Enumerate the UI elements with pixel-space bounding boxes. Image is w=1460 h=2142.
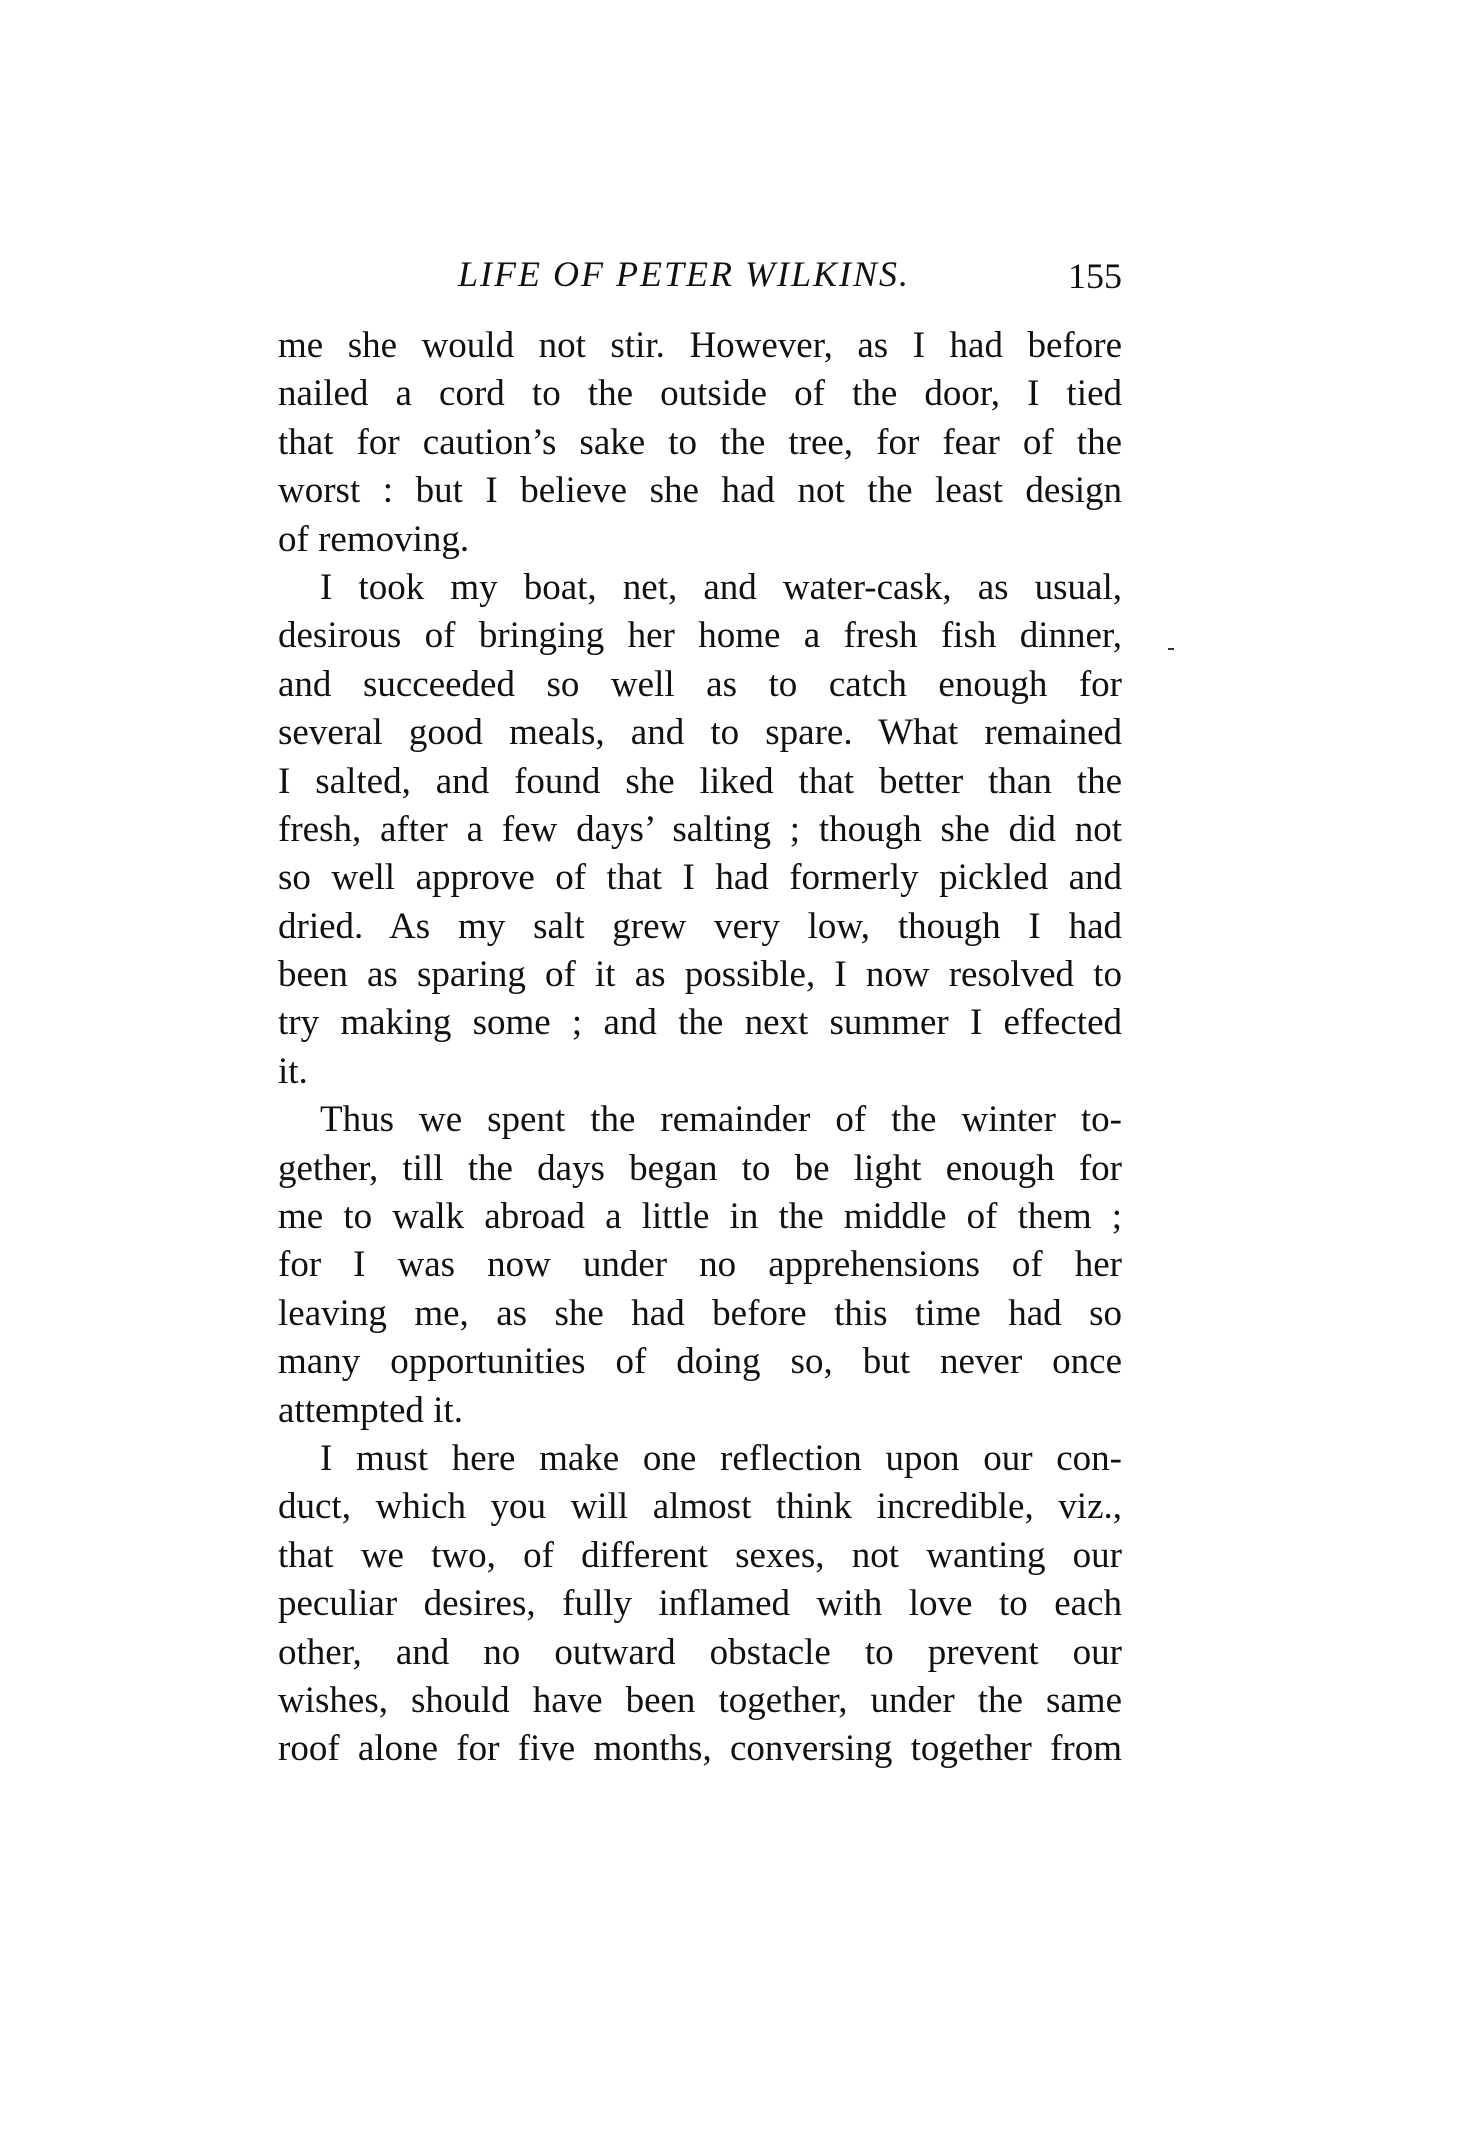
text-line: roof alone for five months, conversing together from bbox=[278, 1728, 1122, 1770]
text-line: been as sparing of it as possible, I now resolved to bbox=[278, 954, 1122, 996]
text-line: other, and no outward obstacle to prevent our bbox=[278, 1631, 1122, 1673]
margin-mark bbox=[1168, 648, 1174, 650]
text-line: so well approve of that I had formerly pickled and bbox=[278, 857, 1122, 899]
paragraph-end-line: attempted it. bbox=[278, 1389, 463, 1431]
text-line: wishes, should have been together, under the same bbox=[278, 1679, 1122, 1721]
text-line: peculiar desires, fully inflamed with love to each bbox=[278, 1583, 1122, 1625]
text-line: me to walk abroad a little in the middle of them ; bbox=[278, 1196, 1122, 1238]
text-line: and succeeded so well as to catch enough for bbox=[278, 663, 1122, 705]
page-number: 155 bbox=[1068, 256, 1122, 296]
text-line: desirous of bringing her home a fresh fish dinner, bbox=[278, 615, 1122, 657]
body-text bbox=[278, 322, 1122, 1774]
text-line: try making some ; and the next summer I effected bbox=[278, 1002, 1122, 1044]
running-head bbox=[278, 248, 1122, 300]
text-line: worst : but I believe she had not the least design bbox=[278, 470, 1122, 512]
text-line: for I was now under no apprehensions of her bbox=[278, 1244, 1122, 1286]
text-line: gether, till the days began to be light enough for bbox=[278, 1147, 1122, 1189]
paragraph-end-line: it. bbox=[278, 1050, 308, 1092]
paragraph-start-line: Thus we spent the remainder of the winter to- bbox=[320, 1099, 1122, 1141]
text-line: that we two, of different sexes, not wanting our bbox=[278, 1534, 1122, 1576]
text-line: that for caution’s sake to the tree, for fear of the bbox=[278, 421, 1122, 463]
text-line: dried. As my salt grew very low, though I had bbox=[278, 905, 1122, 947]
paragraph-start-line: I must here make one reflection upon our con- bbox=[320, 1437, 1122, 1479]
text-line: nailed a cord to the outside of the door, I tied bbox=[278, 373, 1122, 415]
text-line: I salted, and found she liked that better than the bbox=[278, 760, 1122, 802]
text-line: many opportunities of doing so, but never once bbox=[278, 1341, 1122, 1383]
running-title: LIFE OF PETER WILKINS. bbox=[458, 254, 910, 294]
paragraph-end-line: of removing. bbox=[278, 518, 470, 560]
text-line: several good meals, and to spare. What remained bbox=[278, 712, 1122, 754]
text-line: leaving me, as she had before this time had so bbox=[278, 1292, 1122, 1334]
text-line: duct, which you will almost think incredible, viz., bbox=[278, 1486, 1122, 1528]
text-line: fresh, after a few days’ salting ; though she did not bbox=[278, 808, 1122, 850]
paragraph-start-line: I took my boat, net, and water-cask, as usual, bbox=[320, 566, 1122, 608]
text-line: me she would not stir. However, as I had before bbox=[278, 325, 1122, 366]
